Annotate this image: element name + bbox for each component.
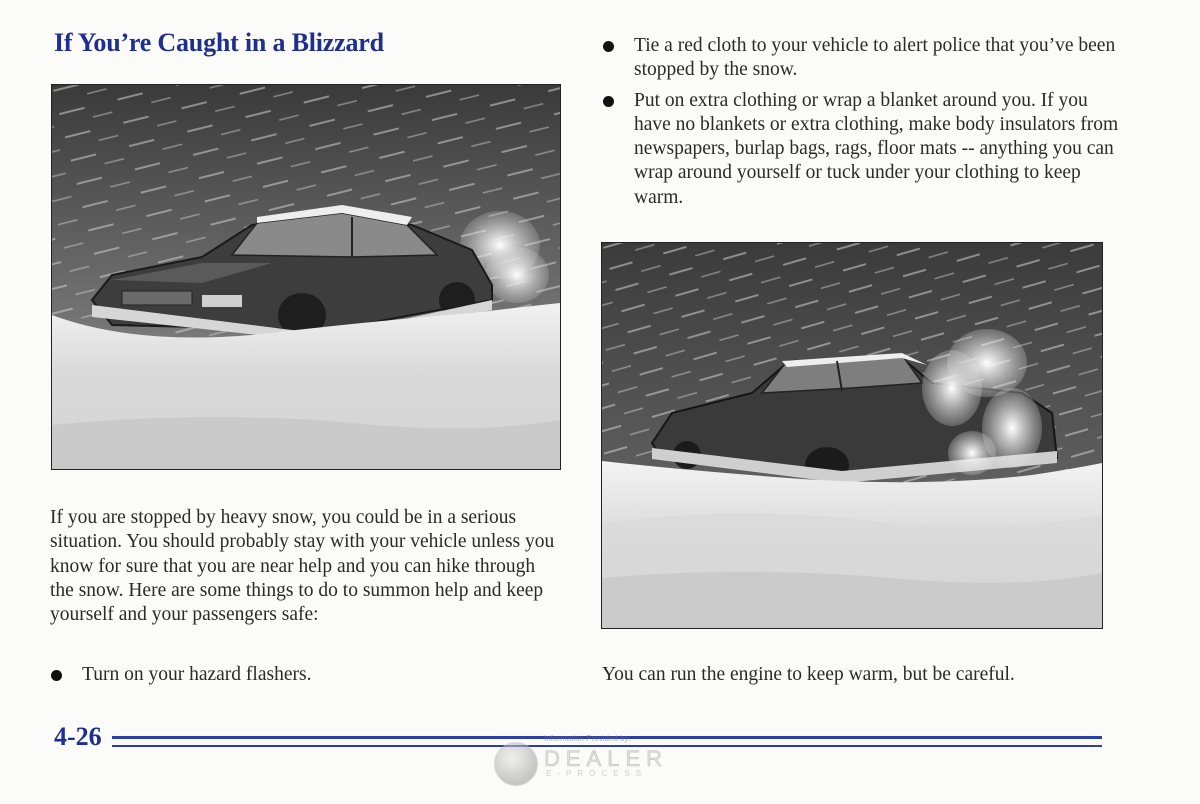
list-item [602, 89, 1122, 210]
watermark-subtitle: E-PROCESS [546, 769, 648, 778]
page-title: If You’re Caught in a Blizzard [54, 28, 384, 57]
watermark-caption: Information Provided by: [544, 734, 631, 743]
car-engine-running-illustration [601, 242, 1103, 629]
page-number: 4-26 [54, 722, 102, 751]
dealer-logo-icon [494, 742, 538, 786]
bullet-icon [603, 41, 614, 52]
illustration-caption: You can run the engine to keep warm, but be careful. [602, 664, 1015, 685]
left-bullet-list [50, 663, 570, 693]
bullet-icon [603, 96, 614, 107]
car-in-blizzard-illustration [51, 84, 561, 470]
list-item [602, 34, 1122, 83]
list-item-text: Put on extra clothing or wrap a blanket around you. If you have no blankets or extra clothing, make body insulators from newspapers, burlap bags, rags, floor mats -- anything you can wrap around yourself or tuck under your clothing to keep warm. [634, 89, 1119, 208]
right-bullet-list [602, 34, 1122, 216]
intro-paragraph: If you are stopped by heavy snow, you could be in a serious situation. You should probably stay with your vehicle unless you know for sure that you are near help and you can hike through the snow. Here are some things to do to summon help and keep yourself and your passengers safe: [50, 507, 555, 626]
dealer-watermark [494, 736, 704, 784]
list-item-text: Tie a red cloth to your vehicle to alert police that you’ve been stopped by the snow. [634, 35, 1116, 81]
list-item-text: Turn on your hazard flashers. [82, 664, 312, 685]
watermark-name: DEALER [544, 746, 669, 771]
list-item [50, 663, 570, 687]
bullet-icon [51, 670, 62, 681]
